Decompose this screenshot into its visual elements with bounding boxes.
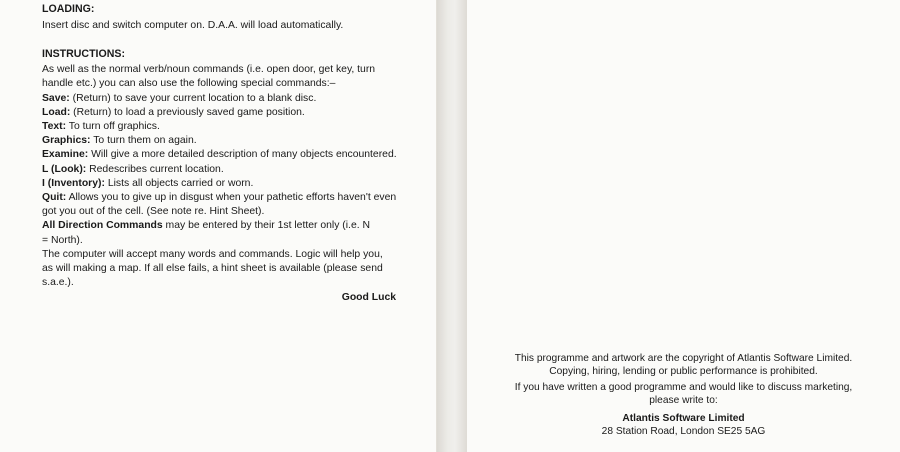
command-term: Examine: [42,149,89,161]
command-term: Text: [42,121,67,133]
loading-heading: LOADING: [42,3,95,15]
command-desc: To turn off graphics. [66,121,160,133]
command-term: All Direction Commands [42,220,163,232]
submission-line: please write to: [649,395,718,406]
company-name: Atlantis Software Limited [622,413,745,424]
left-page [0,0,437,452]
command-term: Save: [42,92,70,104]
command-desc: may be entered by their 1st letter only (i.e. N = North). [42,220,371,246]
command-list [42,92,436,248]
copyright-line: This programme and artwork are the copyright of Atlantis Software Limited. [514,353,853,364]
book-gutter [437,0,467,452]
command-load [42,106,402,120]
copyright-notice [467,352,900,438]
copyright-line: Copying, hiring, lending or public performance is prohibited. [549,366,818,377]
command-text [42,120,402,134]
command-directions [42,219,377,247]
right-page [467,0,900,452]
instructions-intro: As well as the normal verb/noun commands (i.e. open door, get key, turn handle etc.) you can also use the following special commands:– [42,64,376,90]
command-term: I (Inventory): [42,177,105,189]
command-desc: To turn them on again. [90,135,197,147]
command-term: Graphics: [42,135,91,147]
good-luck-signoff: Good Luck [341,292,396,304]
command-desc: Will give a more detailed description of many objects encountered. [88,149,397,161]
command-term: Quit: [42,192,67,204]
command-desc: Allows you to give up in disgust when your pathetic efforts haven't even got you out of the cell. (See note re. Hint Sheet). [42,192,397,218]
command-graphics [42,134,402,148]
command-desc: Redescribes current location. [86,163,224,175]
command-inventory [42,177,402,191]
instructions-closing: The computer will accept many words and commands. Logic will help you, as will making a map. If all else fails, a hint sheet is available (please send s.a.e.). [42,248,383,289]
command-look [42,163,402,177]
command-desc: (Return) to save your current location to a blank disc. [69,92,317,104]
company-address: 28 Station Road, London SE25 5AG [601,426,766,437]
command-desc: Lists all objects carried or worn. [104,177,254,189]
command-quit [42,191,402,219]
loading-text: Insert disc and switch computer on. D.A.A. will load automatically. [42,20,344,31]
command-desc: (Return) to load a previously saved game position. [70,106,305,118]
command-save [42,92,402,106]
command-term: Load: [42,106,71,118]
command-examine [42,148,407,162]
instructions-heading: INSTRUCTIONS: [42,48,125,61]
submission-line: If you have written a good programme and would like to discuss marketing, [514,382,853,393]
command-term: L (Look): [42,163,87,175]
